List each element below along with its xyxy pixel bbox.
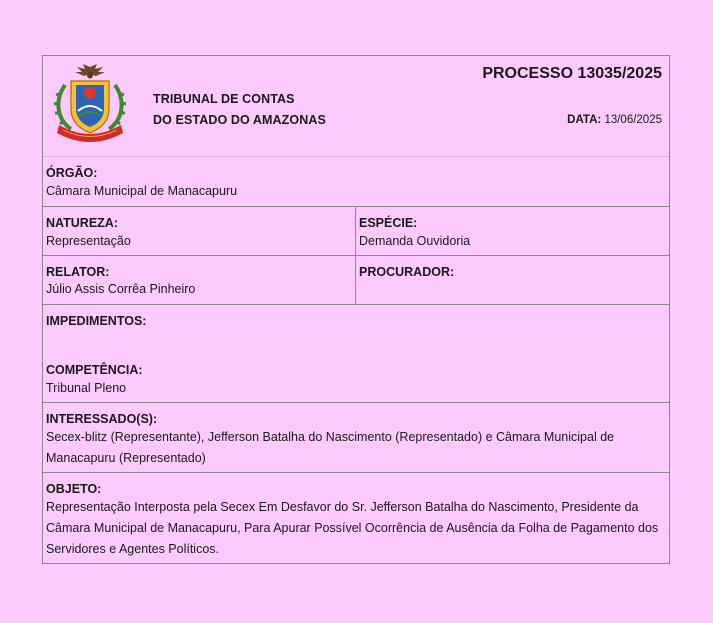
objeto-label: OBJETO: bbox=[46, 482, 102, 496]
procurador-cell bbox=[356, 256, 669, 304]
orgao-cell bbox=[43, 157, 669, 206]
natureza-value: Representação bbox=[46, 234, 131, 248]
procurador-label: PROCURADOR: bbox=[359, 265, 455, 279]
competencia-value: Tribunal Pleno bbox=[46, 381, 127, 395]
especie-cell bbox=[356, 207, 669, 255]
natureza-label: NATUREZA: bbox=[46, 216, 118, 230]
natureza-especie-row bbox=[43, 207, 669, 256]
impedimentos-label: IMPEDIMENTOS: bbox=[46, 314, 147, 328]
date-value: 13/06/2025 bbox=[604, 114, 662, 126]
coat-of-arms-icon bbox=[51, 63, 129, 143]
interessados-value: Secex-blitz (Representante), Jefferson Batalha do Nascimento (Representado) e Câmara Municipal de Manacapuru (Representado) bbox=[46, 430, 615, 465]
especie-label: ESPÉCIE: bbox=[359, 216, 418, 230]
competencia-cell bbox=[43, 354, 669, 402]
sheet-header bbox=[43, 56, 669, 157]
orgao-value: Câmara Municipal de Manacapuru bbox=[46, 184, 238, 198]
impedimentos-row bbox=[43, 305, 669, 354]
objeto-cell bbox=[43, 473, 669, 563]
relator-value: Júlio Assis Corrêa Pinheiro bbox=[46, 282, 196, 296]
court-name-line-1: TRIBUNAL DE CONTAS bbox=[153, 92, 295, 106]
relator-cell bbox=[43, 256, 356, 304]
interessados-label: INTERESSADO(S): bbox=[46, 412, 158, 426]
court-name bbox=[153, 89, 326, 131]
process-date bbox=[567, 114, 662, 126]
orgao-row bbox=[43, 157, 669, 207]
competencia-row bbox=[43, 354, 669, 403]
date-label: DATA: bbox=[567, 114, 602, 126]
interessados-row bbox=[43, 403, 669, 473]
especie-value: Demanda Ouvidoria bbox=[359, 234, 471, 248]
objeto-row bbox=[43, 473, 669, 564]
objeto-value: Representação Interposta pela Secex Em Desfavor do Sr. Jefferson Batalha do Nascimento, Presidente da Câmara Municipal de Manacapuru, Para Apurar Possível Ocorrência de Ausência da Folha de Pagamento dos Servidores e Agentes Políticos. bbox=[46, 500, 659, 556]
natureza-cell bbox=[43, 207, 356, 255]
interessados-cell bbox=[43, 403, 669, 472]
impedimentos-cell bbox=[43, 305, 669, 354]
court-name-line-2: DO ESTADO DO AMAZONAS bbox=[153, 113, 326, 127]
relator-procurador-row bbox=[43, 256, 669, 305]
orgao-label: ÓRGÃO: bbox=[46, 166, 98, 180]
process-title: PROCESSO 13035/2025 bbox=[482, 65, 662, 82]
process-sheet bbox=[42, 55, 670, 564]
competencia-label: COMPETÊNCIA: bbox=[46, 363, 143, 377]
relator-label: RELATOR: bbox=[46, 265, 110, 279]
